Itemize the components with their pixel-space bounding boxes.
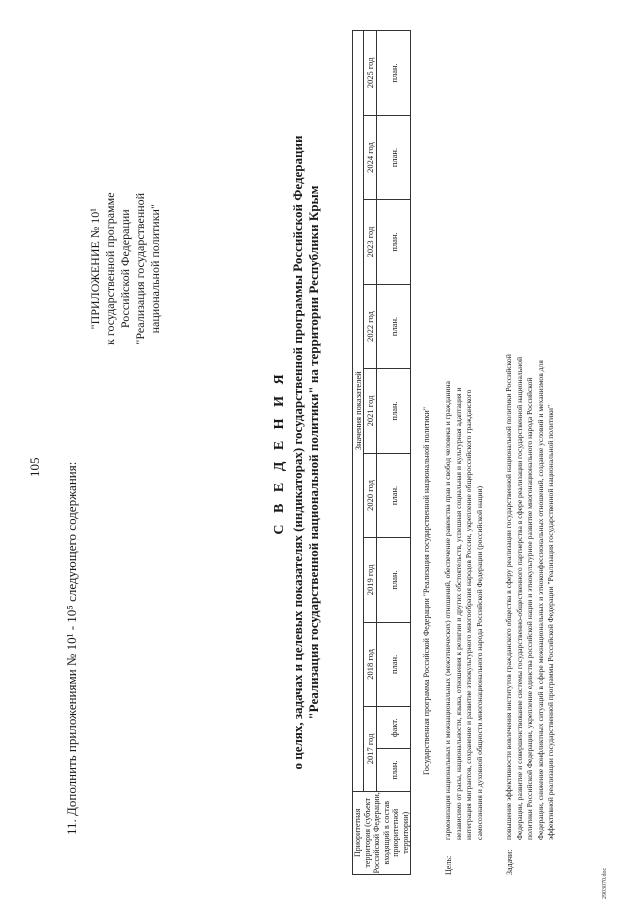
plan-cell: план. [377, 622, 411, 706]
goal-line: гармонизация национальных и межнациональных (межэтнических) отношений, обеспечение равенства прав и свобод человека и гражданина [443, 381, 452, 840]
year-header-cell: 2017 год [364, 707, 377, 791]
file-footer: 2903070.doc [602, 867, 608, 899]
year-header-cell: 2021 год [364, 369, 377, 453]
fact-cell: факт. [377, 707, 411, 749]
page-number: 105 [27, 457, 42, 477]
plan-cell: план. [377, 31, 411, 116]
plan-cell: план. [377, 284, 411, 368]
goal-text [443, 381, 485, 840]
plan-cell: план. [377, 538, 411, 622]
appendix-header [88, 192, 163, 345]
plan-cell: план. [377, 115, 411, 199]
goal-line: независимо от расы, национальности, языка, отношения к религии и других обстоятельств, успешная социальная и культурная адаптация и [453, 387, 463, 840]
appendix-line: "Реализация государственной [133, 192, 147, 345]
territory-header-cell: Приоритетная территория (субъект Российской Федерации, входящий в состав приоритетной территории) [353, 792, 410, 874]
tasks-text [504, 354, 557, 840]
document-title: С В Е Д Е Н И Я [272, 370, 287, 535]
year-header-cell: 2024 год [364, 115, 377, 199]
appendix-title: "ПРИЛОЖЕНИЕ № 10¹ [88, 208, 102, 330]
goal-line: интеграция мигрантов, сохранение и развитие этнокультурного многообразия народов России, укрепление общероссийского гражданского [464, 389, 474, 840]
plan-cell: план. [377, 200, 411, 284]
appendix-line: Российской Федерации [118, 209, 132, 329]
year-header-cell: 2018 год [364, 622, 377, 706]
year-header-cell: 2025 год [364, 31, 377, 116]
goal-line: самосознания и духовной общности многонационального народа Российской Федерации (российской нации) [474, 485, 484, 840]
task-line: Федерации, развитие и совершенствование системы государственно-общественного партнерства в сфере реализации государственной национальной [514, 356, 524, 840]
year-header-cell: 2020 год [364, 453, 377, 537]
plan-cell: план. [377, 369, 411, 453]
task-line: Федерации, снижение конфликтных ситуаций в сфере межнациональных и этноконфессиональных отношений, создание условий и механизмов для [535, 360, 545, 840]
task-line: эффективной реализации государственной программы Российской Федерации "Реализация государственной национальной политики" [546, 404, 556, 840]
appendix-line: к государственной программе [103, 192, 117, 345]
indicators-table [352, 30, 411, 875]
plan-cell: план. [377, 453, 411, 537]
task-line: политики Российской Федерации, укрепление единства российской нации и этнокультурное развитие многонационального народа Российской [525, 377, 535, 840]
document-subtitle-line-2: "Реализация государственной национальной политики" на территории Республики Крым [306, 185, 321, 720]
appendix-line: национальной политики" [148, 204, 162, 334]
task-line: повышение эффективности вовлечения институтов гражданского общества в сферу реализации государственной национальной политики Российской [504, 354, 513, 840]
year-header-cell: 2022 год [364, 284, 377, 368]
document-subtitle-line-1: о целях, задачах и целевых показателях (индикаторах) государственной программы Российской Федерации [290, 135, 305, 770]
plan-cell: план. [377, 749, 411, 791]
year-header-cell: 2019 год [364, 538, 377, 622]
program-title: Государственная программа Российской Федерации "Реализация государственной национальной политики" [422, 406, 431, 775]
values-header-cell: Значения показателей [353, 31, 364, 792]
intro-text: 11. Дополнить приложениями № 10¹ - 10⁵ следующего содержания: [64, 461, 79, 835]
tasks-label: Задачи: [505, 849, 514, 875]
year-header-cell: 2023 год [364, 200, 377, 284]
goal-label: Цель: [444, 855, 453, 875]
